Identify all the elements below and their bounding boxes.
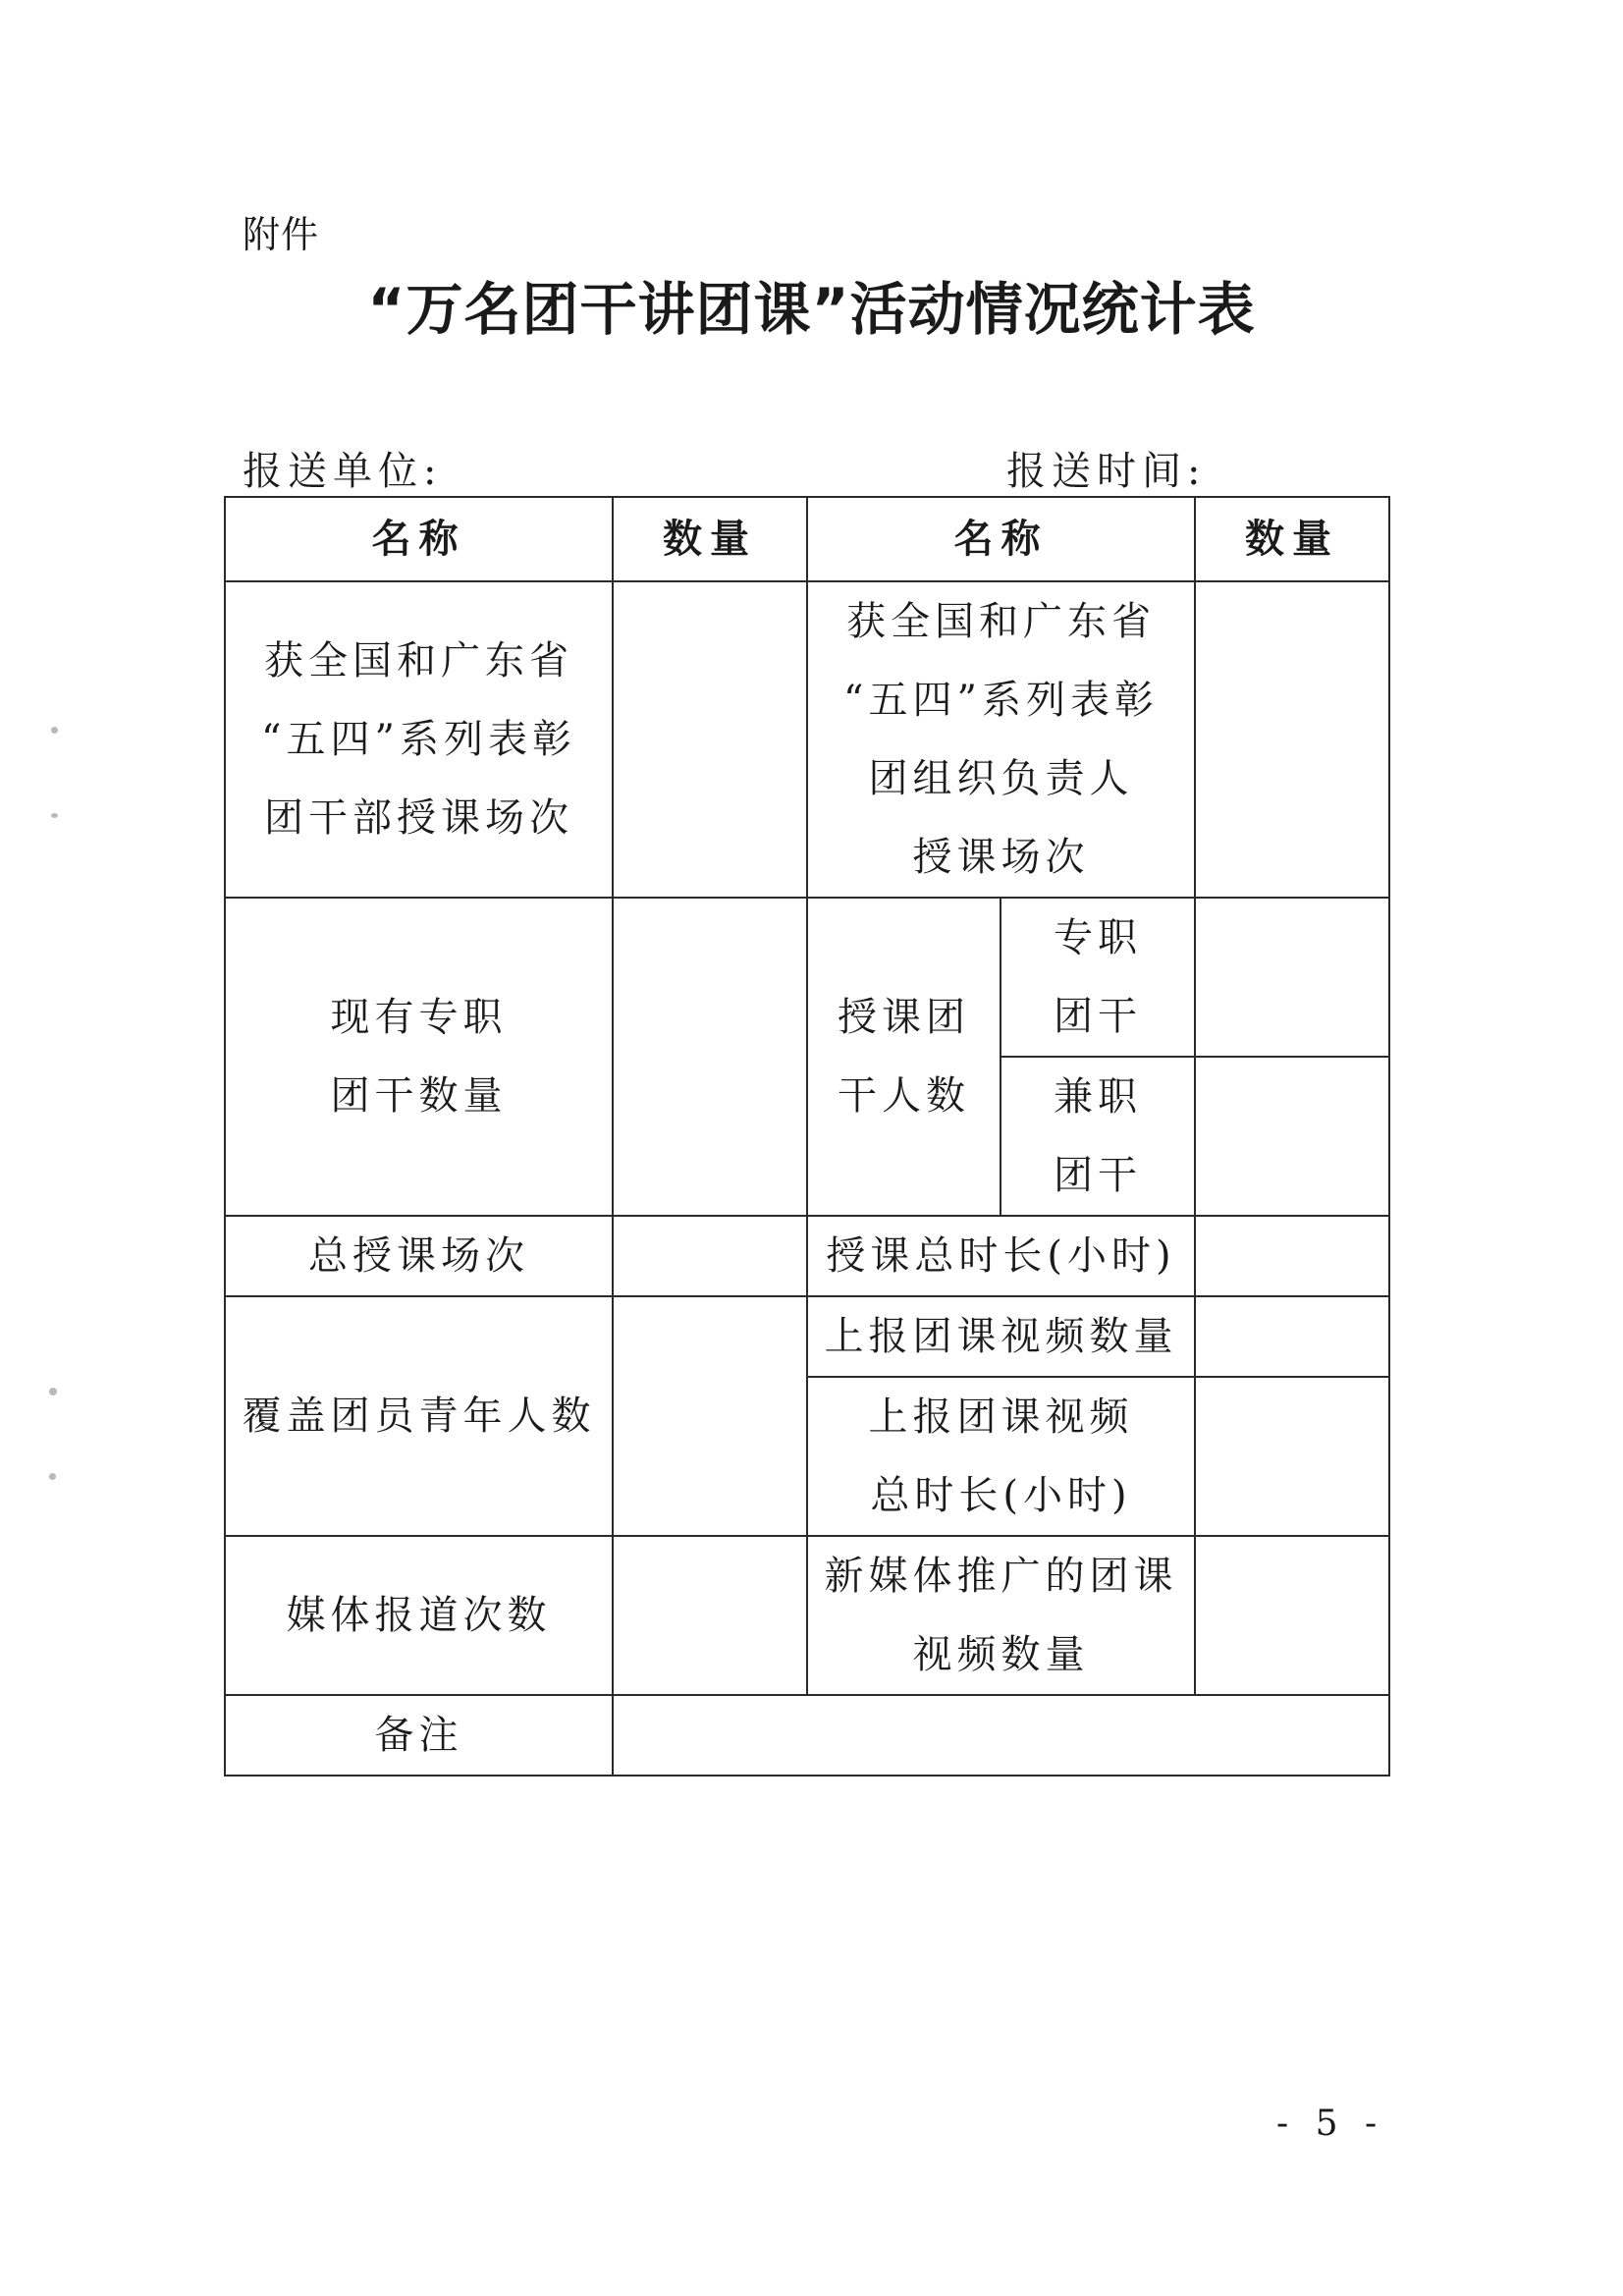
table-row bbox=[225, 1695, 1389, 1776]
label-remarks: 备注 bbox=[225, 1695, 613, 1776]
header-name-left: 名称 bbox=[225, 497, 613, 581]
value-cell bbox=[613, 898, 807, 1216]
header-quantity-left: 数量 bbox=[613, 497, 807, 581]
document-title: “万名团干讲团课”活动情况统计表 bbox=[367, 276, 1256, 343]
table-row bbox=[225, 898, 1389, 1057]
label-media-reports: 媒体报道次数 bbox=[225, 1536, 613, 1695]
value-cell bbox=[613, 1296, 807, 1536]
table-row bbox=[225, 1536, 1389, 1695]
value-cell bbox=[1195, 1536, 1389, 1695]
statistics-table bbox=[224, 496, 1390, 1777]
label-new-media-videos: 新媒体推广的团课 视频数量 bbox=[807, 1536, 1195, 1695]
table-row bbox=[225, 1216, 1389, 1296]
label-video-count: 上报团课视频数量 bbox=[807, 1296, 1195, 1377]
value-cell bbox=[1195, 1377, 1389, 1536]
header-name-right: 名称 bbox=[807, 497, 1195, 581]
scan-speck bbox=[51, 813, 58, 818]
header-quantity-right: 数量 bbox=[1195, 497, 1389, 581]
value-cell bbox=[1195, 898, 1389, 1057]
table-row bbox=[225, 1296, 1389, 1377]
table-row bbox=[225, 581, 1389, 898]
attachment-label: 附件 bbox=[243, 213, 320, 256]
label-video-total-hours: 上报团课视频 总时长(小时) bbox=[807, 1377, 1195, 1536]
label-lecturing-cadre-count: 授课团 干人数 bbox=[807, 898, 1001, 1216]
value-cell bbox=[613, 1536, 807, 1695]
label-total-lecture-hours: 授课总时长(小时) bbox=[807, 1216, 1195, 1296]
value-cell bbox=[1195, 1216, 1389, 1296]
label-total-lecture-sessions: 总授课场次 bbox=[225, 1216, 613, 1296]
report-unit-label: 报送单位: bbox=[243, 449, 443, 494]
value-cell bbox=[1195, 1296, 1389, 1377]
page-number: - 5 - bbox=[1276, 2104, 1385, 2144]
report-time-label: 报送时间: bbox=[1006, 449, 1207, 494]
label-award-cadre-lectures: 获全国和广东省 “五四”系列表彰 团干部授课场次 bbox=[225, 581, 613, 898]
scan-speck bbox=[49, 1388, 57, 1395]
label-fulltime-cadre-count: 现有专职 团干数量 bbox=[225, 898, 613, 1216]
remarks-cell bbox=[613, 1695, 1389, 1776]
value-cell bbox=[613, 581, 807, 898]
label-award-org-leader-lectures: 获全国和广东省 “五四”系列表彰 团组织负责人 授课场次 bbox=[807, 581, 1195, 898]
value-cell bbox=[1195, 1057, 1389, 1216]
scan-speck bbox=[51, 727, 58, 734]
table-header-row bbox=[225, 497, 1389, 581]
label-youth-covered: 覆盖团员青年人数 bbox=[225, 1296, 613, 1536]
scan-speck bbox=[49, 1473, 56, 1480]
value-cell bbox=[613, 1216, 807, 1296]
value-cell bbox=[1195, 581, 1389, 898]
label-fulltime-cadre: 专职 团干 bbox=[1001, 898, 1195, 1057]
label-parttime-cadre: 兼职 团干 bbox=[1001, 1057, 1195, 1216]
